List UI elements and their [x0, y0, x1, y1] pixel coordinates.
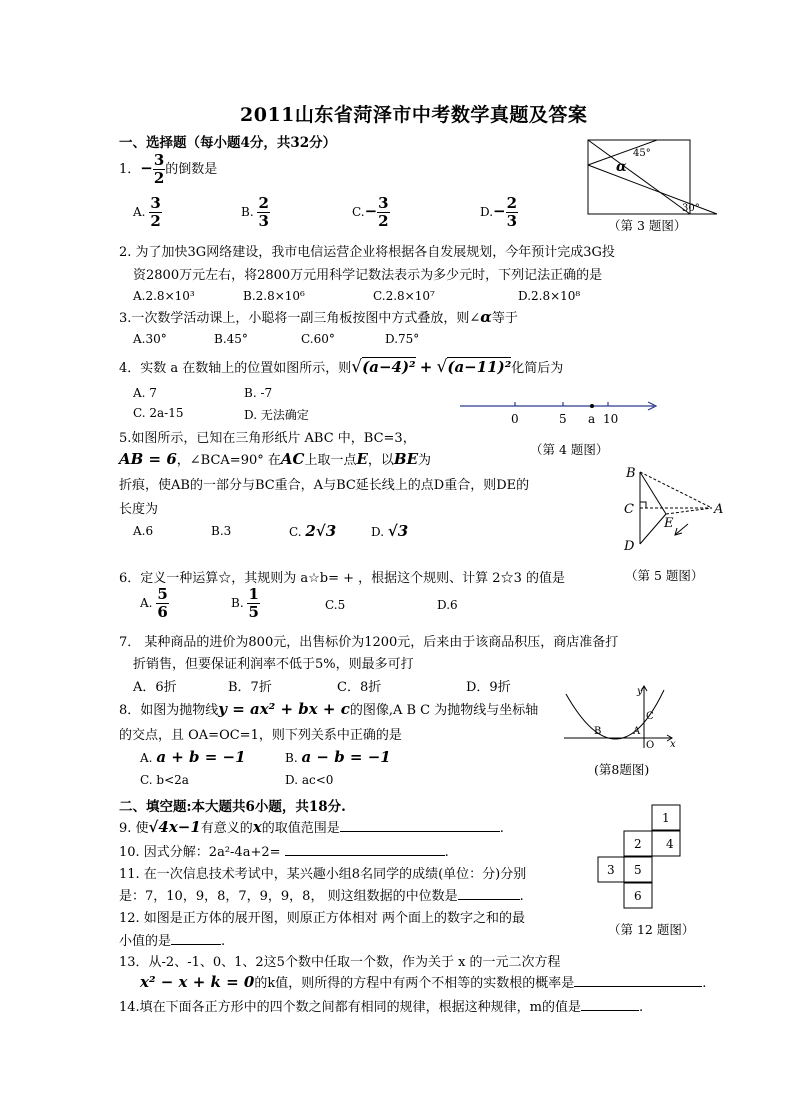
figure-8-parabola: [560, 682, 685, 754]
q3-option-d: D.75°: [385, 332, 420, 346]
question-1: 1．− $\frac{3}{2}$ 的倒数是: [119, 151, 218, 187]
fig5-label-A: A: [714, 502, 724, 517]
q6-option-b: B. $\frac{1}{5}$: [231, 585, 259, 621]
fig8-label-A: A: [633, 726, 641, 737]
section-heading-fill: 二、填空题:本大题共6小题，共18分.: [119, 799, 346, 815]
question-4: 4．实数 a 在数轴上的位置如图所示，则√(a−4)² + √(a−11)²化简后为: [119, 357, 564, 377]
question-12-line2: 小值的是 .: [119, 930, 225, 949]
fig5-label-C: C: [624, 502, 634, 517]
fig8-label-B: B: [594, 726, 602, 737]
q12-answer-blank[interactable]: [171, 931, 221, 945]
fig3-angle-alpha: α: [616, 159, 627, 175]
fig5-right-angle: [640, 502, 646, 508]
fig8-label-y: y: [637, 686, 643, 697]
q3-option-c: C.60°: [301, 332, 335, 346]
fig3-angle-45: 45°: [633, 148, 651, 159]
question-5-line4: 长度为: [119, 502, 159, 517]
figure-4-number-line: [458, 398, 663, 428]
question-2-line2: 资2800万元左右，将2800万元用科学记数法表示为多少元时，下列记法正确的是: [133, 268, 603, 283]
figure-5-caption: （第 5 题图）: [625, 568, 704, 583]
fig5-label-E: E: [664, 516, 674, 531]
q2-option-d: D.2.8×10⁸: [518, 289, 581, 303]
q4-option-c: C. 2a-15: [133, 406, 184, 420]
question-14: 14.填在下面各正方形中的四个数之间都有相同的规律，根据这种规律，m的值是 .: [119, 996, 643, 1015]
q4-option-b: B. -7: [244, 386, 273, 400]
q7-option-a: A．6折: [133, 680, 177, 695]
fig4-label-a: a: [588, 412, 596, 426]
question-13-line1: 13．从-2、-1、0、1、2这5个数中任取一个数，作为关于 x 的一元二次方程: [119, 955, 561, 970]
q4-option-a: A. 7: [133, 386, 157, 400]
fig12-num-4: 4: [666, 837, 674, 851]
q6-option-c: C.5: [325, 598, 346, 612]
q2-option-b: B.2.8×10⁶: [243, 289, 305, 303]
q6-option-a: A. $\frac{5}{6}$: [140, 585, 168, 621]
figure-4-caption: （第 4 题图）: [530, 442, 609, 457]
figure-5-triangle: [620, 462, 730, 557]
fig12-num-6: 6: [634, 889, 642, 903]
q11-answer-blank[interactable]: [458, 886, 520, 900]
fig4-label-10: 10: [603, 412, 619, 426]
question-13-line2: x² − x + k = 0的k值，则所得的方程中有两个不相等的实数根的概率是 .: [140, 973, 707, 991]
fig4-label-0: 0: [511, 412, 519, 426]
q5-option-b: B.3: [211, 524, 232, 538]
question-7-line1: 7． 某种商品的进价为800元，出售标价为1200元，后来由于该商品积压，商店准备打: [119, 635, 619, 650]
q3-option-a: A.30°: [133, 332, 167, 346]
fig5-label-B: B: [626, 466, 636, 481]
fig5-label-D: D: [624, 539, 635, 554]
question-5-line2: AB = 6，∠BCA=90° 在AC上取一点E，以BE为: [119, 450, 432, 468]
figure-8-caption: (第8题图): [594, 762, 650, 777]
fig5-fold-arrow: [676, 524, 688, 534]
q1-option-c: C.− $\frac{3}{2}$: [352, 194, 389, 230]
q7-option-d: D．9折: [466, 680, 511, 695]
question-5-line1: 5.如图所示，已知在三角形纸片 ABC 中，BC=3，: [119, 431, 416, 446]
q6-option-d: D.6: [437, 598, 458, 612]
section-heading-choice: 一、选择题（每小题4分，共32分）: [119, 135, 337, 151]
question-7-line2: 折销售，但要保证利润率不低于5%，则最多可打: [133, 657, 414, 672]
q13-answer-blank[interactable]: [574, 973, 702, 987]
q8-option-c: C. b<2a: [140, 773, 189, 787]
question-5-line3: 折痕，使AB的一部分与BC重合，A与BC延长线上的点D重合，则DE的: [119, 478, 530, 493]
question-12-line1: 12. 如图是正方体的展开图，则原正方体相对 两个面上的数字之和的最: [119, 911, 525, 926]
fig12-num-1: 1: [662, 811, 670, 825]
fig5-EA-dashed: [666, 508, 712, 514]
question-3: 3.一次数学活动课上，小聪将一副三角板按图中方式叠放，则∠α等于: [119, 308, 518, 326]
q1-option-d: D.− $\frac{2}{3}$: [480, 194, 518, 230]
fig8-label-O: O: [646, 740, 655, 751]
figure-12-cube-net: [598, 804, 693, 916]
fig8-label-C: C: [646, 711, 654, 722]
question-9: 9. 使√4x−1有意义的x的取值范围是 .: [119, 818, 504, 836]
question-11-line2: 是：7，10，9，8，7，9，9，8， 则这组数据的中位数是 .: [119, 885, 524, 904]
q5-option-d: D. √3: [371, 522, 409, 540]
page-title: 2011山东省菏泽市中考数学真题及答案: [240, 104, 588, 126]
q2-option-c: C.2.8×10⁷: [373, 289, 435, 303]
q5-option-a: A.6: [133, 524, 154, 538]
fig4-point-a: [590, 404, 594, 408]
fig12-num-2: 2: [634, 837, 642, 851]
q8-option-d: D. ac<0: [285, 773, 334, 787]
question-11-line1: 11. 在一次信息技术考试中，某兴趣小组8名同学的成绩(单位：分)分别: [119, 867, 527, 882]
question-2-line1: 2. 为了加快3G网络建设，我市电信运营企业将根据各自发展规划，今年预计完成3G投: [119, 245, 615, 260]
fig5-DE: [640, 514, 666, 544]
fig12-num-3: 3: [607, 863, 615, 877]
q1-option-a: A. $\frac{3}{2}$: [133, 194, 161, 230]
question-8-line1: 8．如图为抛物线y = ax² + bx + c的图像,A B C 为抛物线与坐标轴: [119, 700, 539, 718]
figure-12-caption: （第 12 题图）: [608, 922, 695, 937]
question-10: 10. 因式分解：2a²-4a+2= .: [119, 841, 449, 860]
q4-option-d: D. 无法确定: [244, 408, 309, 422]
q14-answer-blank[interactable]: [581, 997, 639, 1011]
fig3-angle-30: 30°: [682, 203, 700, 214]
fig4-label-5: 5: [559, 412, 567, 426]
q7-option-b: B．7折: [228, 680, 272, 695]
fig12-num-5: 5: [634, 863, 642, 877]
q7-option-c: C．8折: [337, 680, 382, 695]
q1-option-b: B. $\frac{2}{3}$: [241, 194, 269, 230]
question-6: 6．定义一种运算☆，其规则为 a☆b= + ，根据这个规则、计算 2☆3 的值是: [119, 571, 565, 586]
q3-option-b: B.45°: [214, 332, 248, 346]
q9-answer-blank[interactable]: [340, 818, 500, 832]
q8-option-a: A. a + b = −1: [140, 748, 246, 766]
q8-option-b: B. a − b = −1: [285, 748, 391, 766]
q10-answer-blank[interactable]: [285, 842, 445, 856]
figure-3-caption: （第 3 题图）: [608, 218, 687, 233]
question-8-line2: 的交点，且 OA=OC=1，则下列关系中正确的是: [119, 728, 402, 743]
q5-option-c: C. 2√3: [289, 522, 337, 540]
q2-option-a: A.2.8×10³: [133, 289, 195, 303]
fig8-label-x: x: [670, 739, 676, 750]
